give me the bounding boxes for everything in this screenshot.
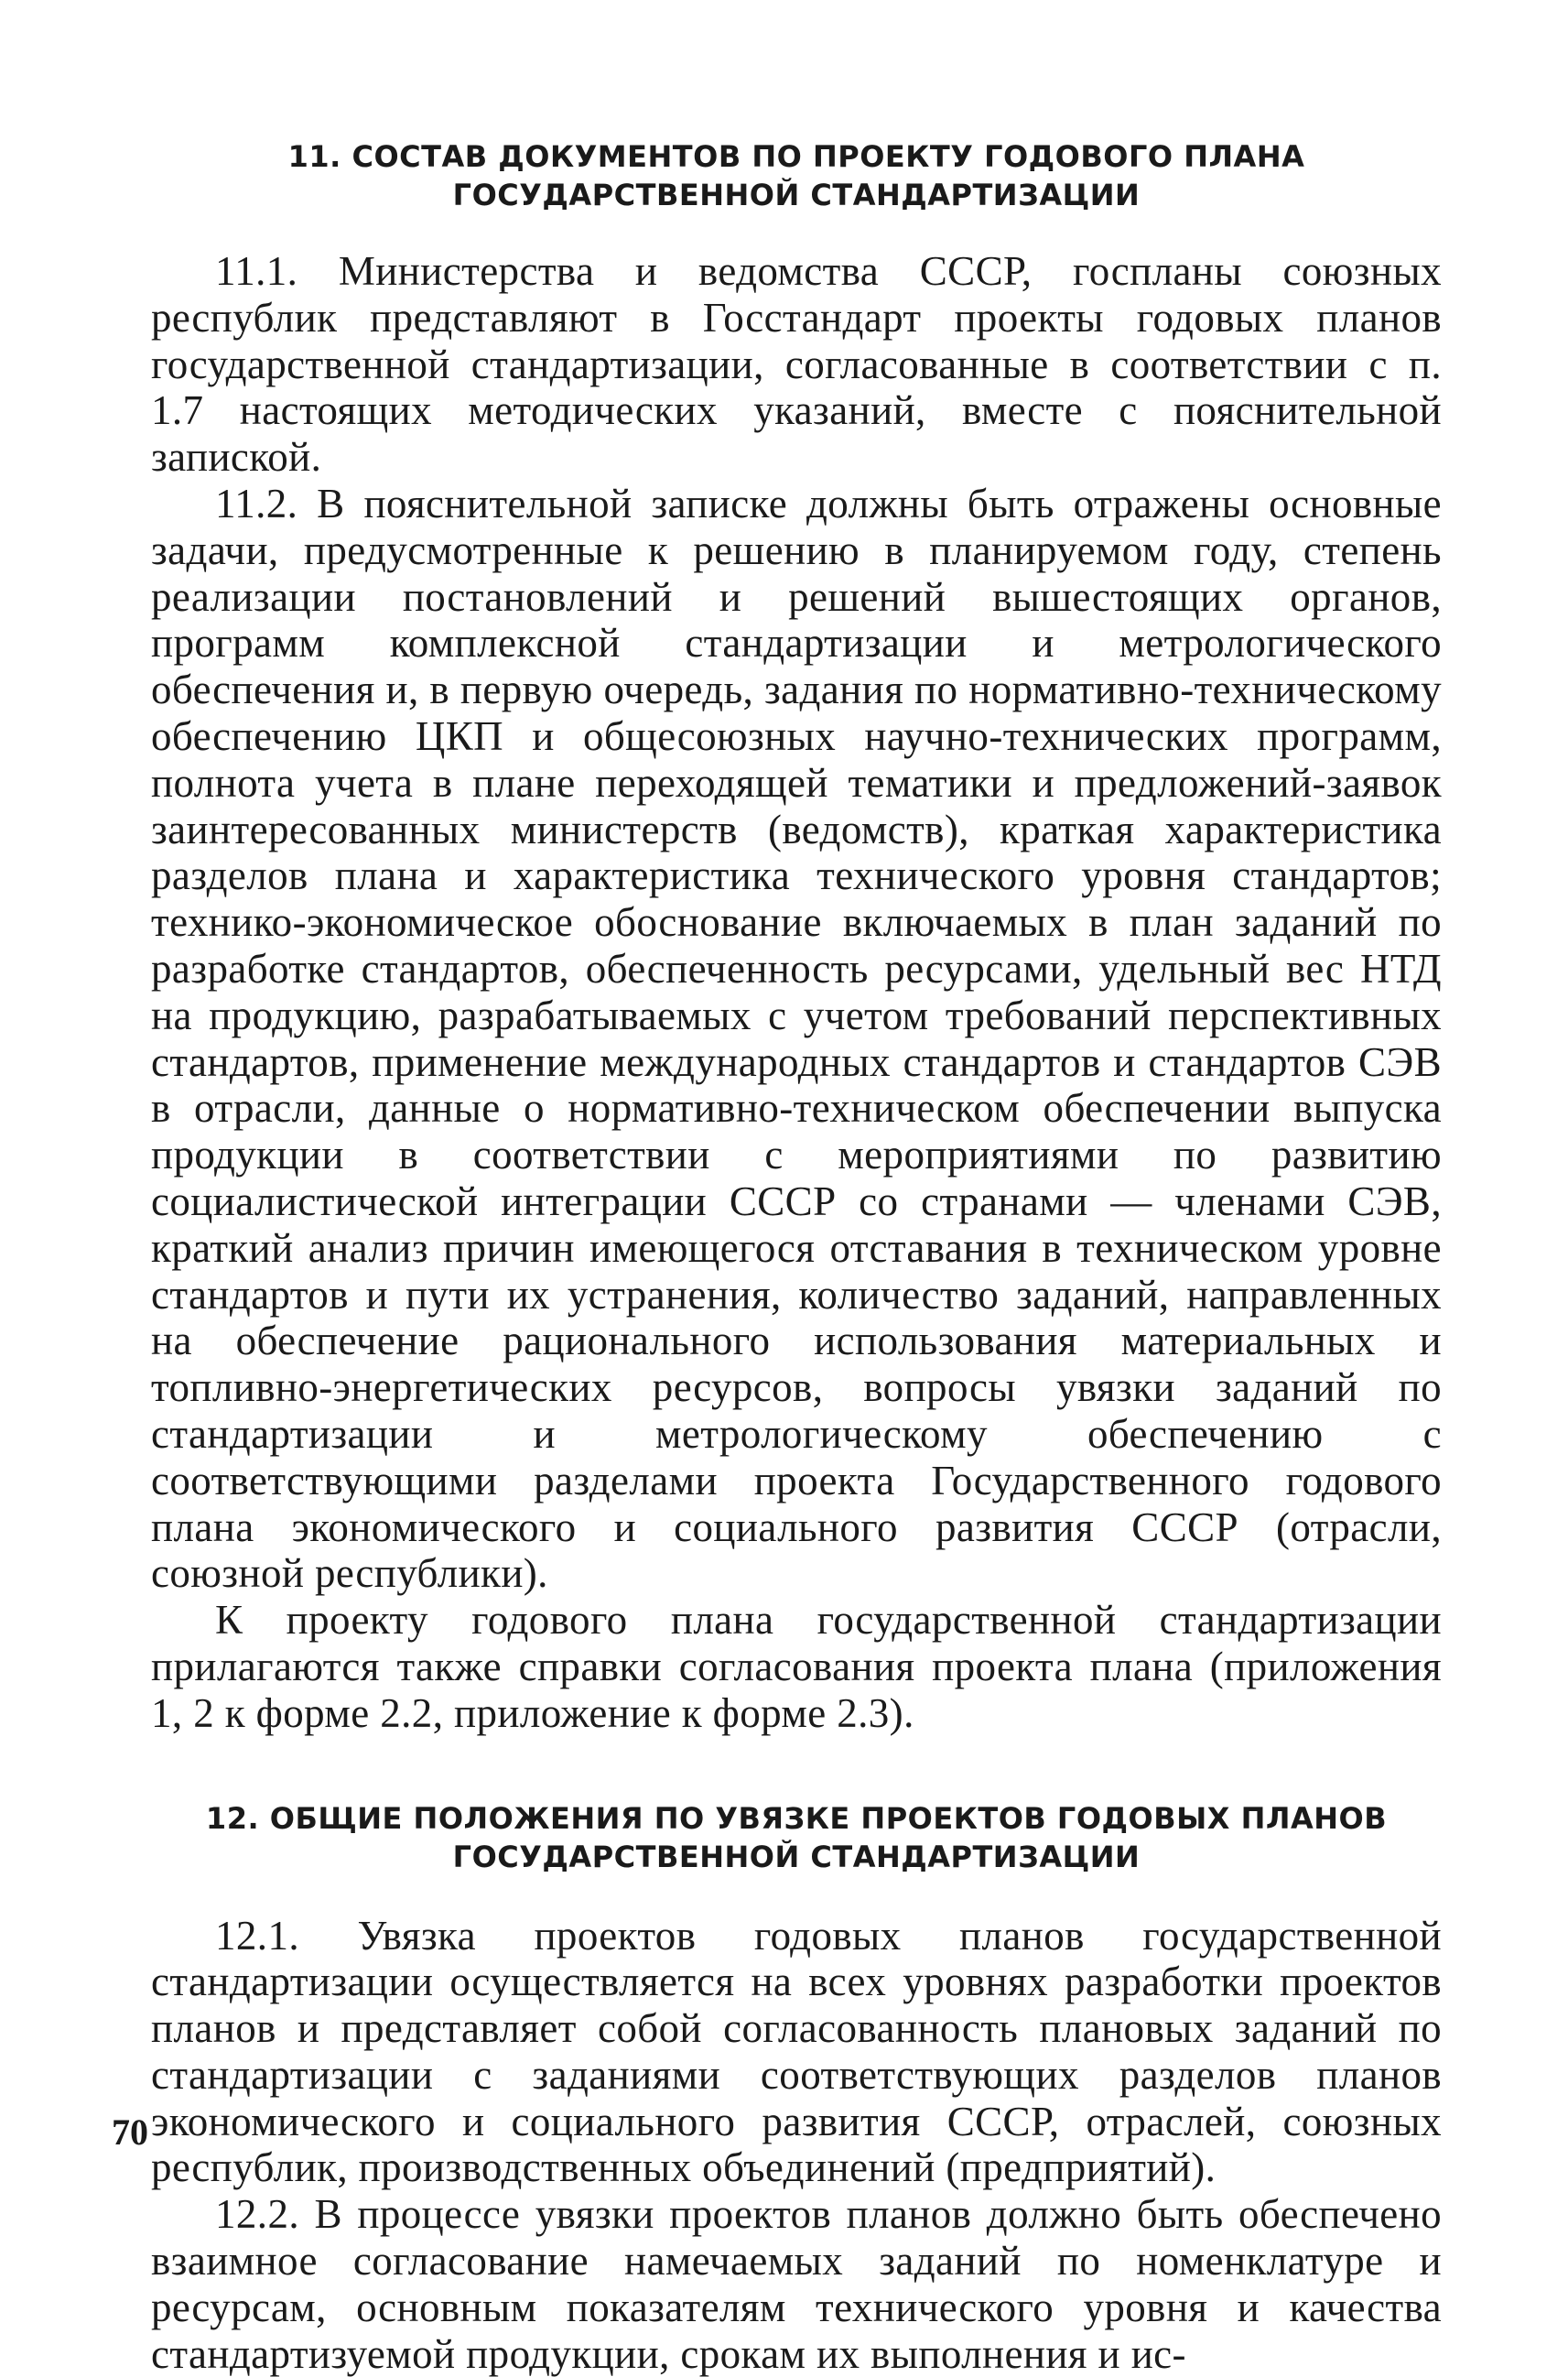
paragraph-11-1: 11.1. Министерства и ведомства СССР, госпланы союзных республик представляют в Госстандарт проекты годовых планов государственной стандартизации, согласованные в соответствии с п. 1.7 настоящих методических указаний, вместе с пояснительной запиской. [151,248,1442,481]
page-number: 70 [112,2111,148,2153]
section-11-heading-line-1: 11. СОСТАВ ДОКУМЕНТОВ ПО ПРОЕКТУ ГОДОВОГО ПЛАНА [287,139,1305,174]
paragraph-12-1: 12.1. Увязка проектов годовых планов государственной стандартизации осуществляется на всех уровнях разработки проектов планов и представляет собой согласованность плановых заданий по стандартизации с заданиями соответствующих разделов планов экономического и социального развития СССР, отраслей, союзных республик, производственных объединений (предприятий). [151,1912,1442,2191]
section-12-heading-line-1: 12. ОБЩИЕ ПОЛОЖЕНИЯ ПО УВЯЗКЕ ПРОЕКТОВ ГОДОВЫХ ПЛАНОВ [205,1800,1388,1836]
paragraph-11-2: 11.2. В пояснительной записке должны быть отражены основные задачи, предусмотренные к решению в планируемом году, степень реализации постановлений и решений вышестоящих органов, программ комплексной стандартизации и метрологического обеспечения и, в первую очередь, задания по нормативно-техническому обеспечению ЦКП и общесоюзных научно-технических программ, полнота учета в плане переходящей тематики и предложений-заявок заинтересованных министерств (ведомств), краткая характеристика разделов плана и характеристика технического уровня стандартов; технико-экономическое обоснование включаемых в план заданий по разработке стандартов, обеспеченность ресурсами, удельный вес НТД на продукцию, разрабатываемых с учетом требований перспективных стандартов, применение международных стандартов и стандартов СЭВ в отрасли, данные о нормативно-техническом обеспечении выпуска продукции в соответствии с мероприятиями по развитию социалистической интеграции СССР со странами — членами СЭВ, краткий анализ причин имеющегося отставания в техническом уровне стандартов и пути их устранения, количество заданий, направленных на обеспечение рационального использования материальных и топливно-энергетических ресурсов, вопросы увязки заданий по стандартизации и метрологическому обеспечению с соответствующими разделами проекта Государственного годового плана экономического и социального развития СССР (отрасли, союзной республики). [151,480,1442,1597]
paragraph-12-2: 12.2. В процессе увязки проектов планов должно быть обеспечено взаимное согласование намечаемых заданий по номенклатуре и ресурсам, основным показателям технического уровня и качества стандартизуемой продукции, срокам их выполнения и ис- [151,2191,1442,2377]
section-12-heading-line-2: ГОСУДАРСТВЕННОЙ СТАНДАРТИЗАЦИИ [452,1839,1141,1874]
document-page [151,137,1442,2377]
paragraph-11-attachments: К проекту годового плана государственной стандартизации прилагаются также справки согласования проекта плана (приложения 1, 2 к форме 2.2, приложение к форме 2.3). [151,1597,1442,1736]
section-11-heading-line-2: ГОСУДАРСТВЕННОЙ СТАНДАРТИЗАЦИИ [452,178,1141,212]
section-11-heading [151,137,1442,214]
section-12-heading [151,1799,1442,1876]
